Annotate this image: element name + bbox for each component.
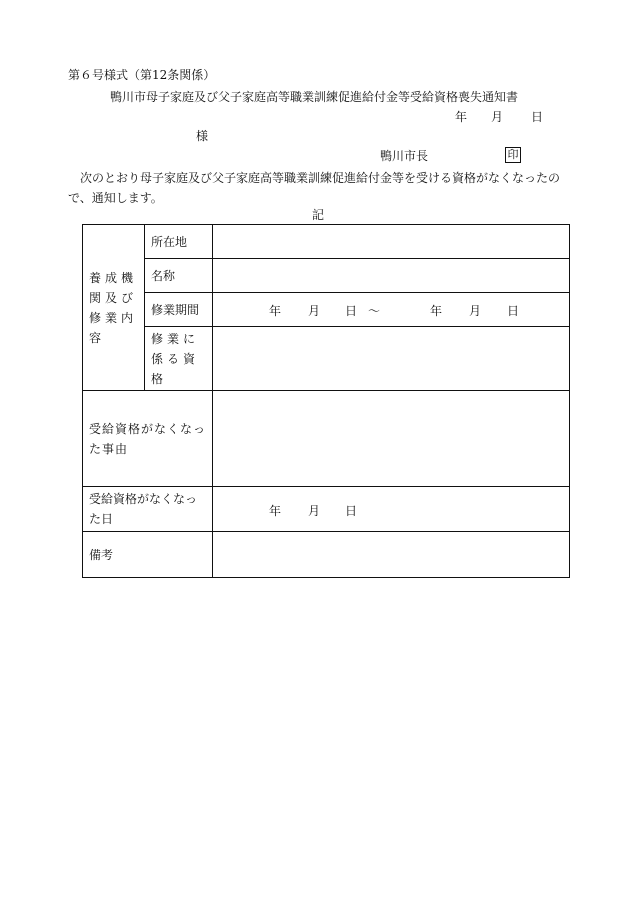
- study-period-label: 修業期間: [145, 293, 213, 327]
- name-field[interactable]: [213, 259, 570, 293]
- qualification-field[interactable]: [213, 327, 570, 391]
- period-end-year: 年: [430, 304, 443, 318]
- addressee-suffix: 様: [196, 129, 209, 143]
- name-label: 名称: [145, 259, 213, 293]
- period-start-year: 年: [269, 304, 282, 318]
- date-lost-field[interactable]: [213, 487, 570, 532]
- group-label-cell: [83, 225, 145, 391]
- reason-field[interactable]: [213, 391, 570, 487]
- issuer-name: 鴨川市長: [380, 149, 429, 163]
- issue-date-month: 月: [491, 110, 504, 124]
- date-lost-year: 年: [269, 504, 282, 518]
- qualification-label: 修業に係る資格: [145, 327, 213, 391]
- remarks-field[interactable]: [213, 532, 570, 578]
- document-title: 鴨川市母子家庭及び父子家庭高等職業訓練促進給付金等受給資格喪失通知書: [110, 90, 519, 104]
- date-lost-label: 受給資格がなくなった日: [83, 487, 213, 532]
- issue-date-day: 日: [531, 110, 544, 124]
- date-lost-month: 月: [308, 504, 321, 518]
- issue-date-year: 年: [455, 110, 468, 124]
- period-end-month: 月: [469, 304, 482, 318]
- seal-mark: 印: [505, 147, 521, 163]
- notice-body-text: 次のとおり母子家庭及び父子家庭高等職業訓練促進給付金等を受ける資格がなくなったので、通知します。: [68, 171, 561, 205]
- remarks-label: 備考: [83, 532, 213, 578]
- form-number-label: 第６号様式（第12条関係）: [68, 68, 216, 82]
- location-label: 所在地: [145, 225, 213, 259]
- period-end-day: 日: [507, 304, 520, 318]
- date-lost-day: 日: [345, 504, 358, 518]
- location-field[interactable]: [213, 225, 570, 259]
- form-table: [82, 224, 570, 578]
- period-start-day: 日: [345, 304, 358, 318]
- ki-heading: 記: [312, 208, 325, 222]
- reason-label: 受給資格がなくなった事由: [83, 391, 213, 487]
- group-label: 養成機関及び修業内容: [89, 270, 138, 345]
- study-period-field[interactable]: [213, 293, 570, 327]
- period-tilde: ～: [368, 304, 381, 318]
- period-start-month: 月: [308, 304, 321, 318]
- issue-date: [455, 109, 543, 125]
